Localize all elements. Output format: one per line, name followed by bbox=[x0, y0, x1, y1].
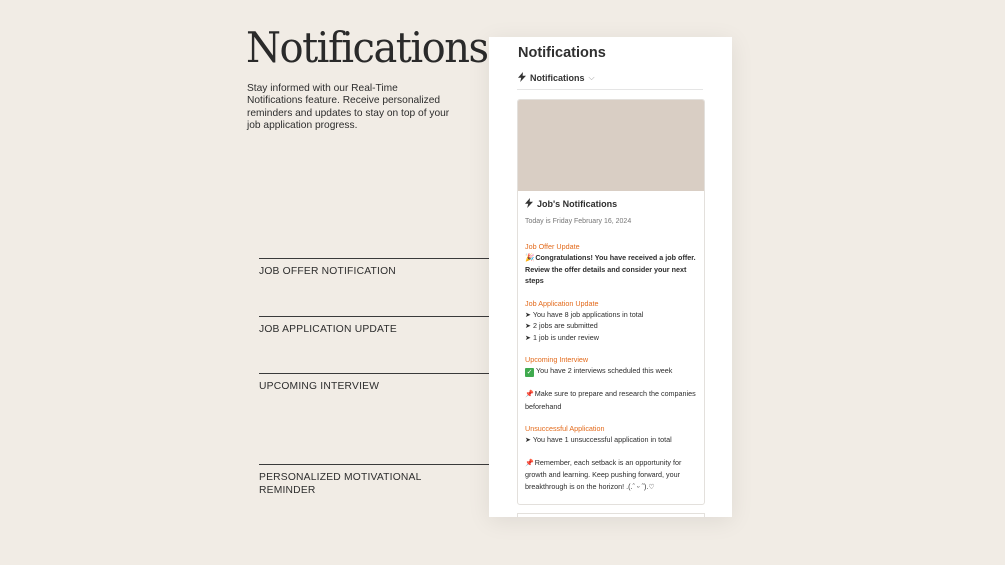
interview-tip-text: Make sure to prepare and research the companies beforehand bbox=[525, 389, 696, 411]
list-item: ➤ You have 1 unsuccessful application in total bbox=[525, 435, 672, 444]
page-title: Notifications bbox=[246, 24, 488, 73]
next-card-edge bbox=[517, 513, 705, 518]
callout-label: JOB OFFER NOTIFICATION bbox=[259, 266, 396, 277]
divider bbox=[517, 89, 703, 90]
list-item: ➤ 2 jobs are submitted bbox=[525, 321, 598, 330]
card-title bbox=[525, 198, 697, 210]
callout-line bbox=[259, 373, 499, 374]
callout-label: PERSONALIZED MOTIVATIONAL REMINDER bbox=[259, 472, 422, 496]
callout-label: JOB APPLICATION UPDATE bbox=[259, 324, 397, 335]
callout-line bbox=[259, 316, 499, 317]
pushpin-icon: 📌 bbox=[525, 391, 534, 398]
chevron-down-icon[interactable]: ⌵ bbox=[588, 73, 595, 82]
job-offer-message bbox=[525, 252, 697, 287]
callout-line bbox=[259, 464, 499, 465]
card-cover-image bbox=[518, 100, 704, 191]
callout-label: UPCOMING INTERVIEW bbox=[259, 381, 380, 392]
list-item: ➤ You have 8 job applications in total bbox=[525, 309, 644, 319]
notifications-panel bbox=[489, 37, 732, 517]
section-heading-job-application: Job Application Update bbox=[525, 298, 599, 308]
interview-tip bbox=[525, 388, 697, 412]
date-text: Today is Friday February 16, 2024 bbox=[525, 218, 632, 225]
lightning-icon bbox=[518, 72, 526, 84]
list-item: ➤ 1 job is under review bbox=[525, 332, 599, 342]
motivational-tip-text: Remember, each setback is an opportunity for growth and learning. Keep pushing forward, your breakthrough is on the horizon! .(.ˆ ᵕ ˆ).♡ bbox=[525, 457, 682, 491]
tab-label: Notifications bbox=[530, 73, 585, 83]
motivational-tip bbox=[525, 457, 697, 493]
check-mark-icon: ✓ bbox=[526, 369, 533, 376]
interview-item bbox=[525, 365, 697, 377]
section-heading-job-offer: Job Offer Update bbox=[525, 242, 580, 251]
tab-notifications[interactable] bbox=[518, 72, 595, 84]
notification-card[interactable] bbox=[517, 99, 705, 505]
interview-text: You have 2 interviews scheduled this week bbox=[536, 366, 673, 375]
panel-title: Notifications bbox=[518, 45, 606, 61]
party-popper-icon: 🎉 bbox=[525, 253, 535, 262]
job-offer-text: Congratulations! You have received a job offer. Review the offer details and consider your next steps bbox=[525, 253, 696, 285]
section-heading-upcoming-interview: Upcoming Interview bbox=[525, 355, 589, 364]
card-title-text: Job's Notifications bbox=[537, 199, 618, 209]
pushpin-icon: 📌 bbox=[525, 459, 534, 467]
feature-description: Stay informed with our Real-Time Notifications feature. Receive personalized reminders and updates to stay on top of your job application progress. bbox=[247, 83, 450, 132]
callout-line bbox=[259, 258, 499, 259]
lightning-icon bbox=[525, 198, 533, 210]
section-heading-unsuccessful: Unsuccessful Application bbox=[525, 424, 605, 433]
